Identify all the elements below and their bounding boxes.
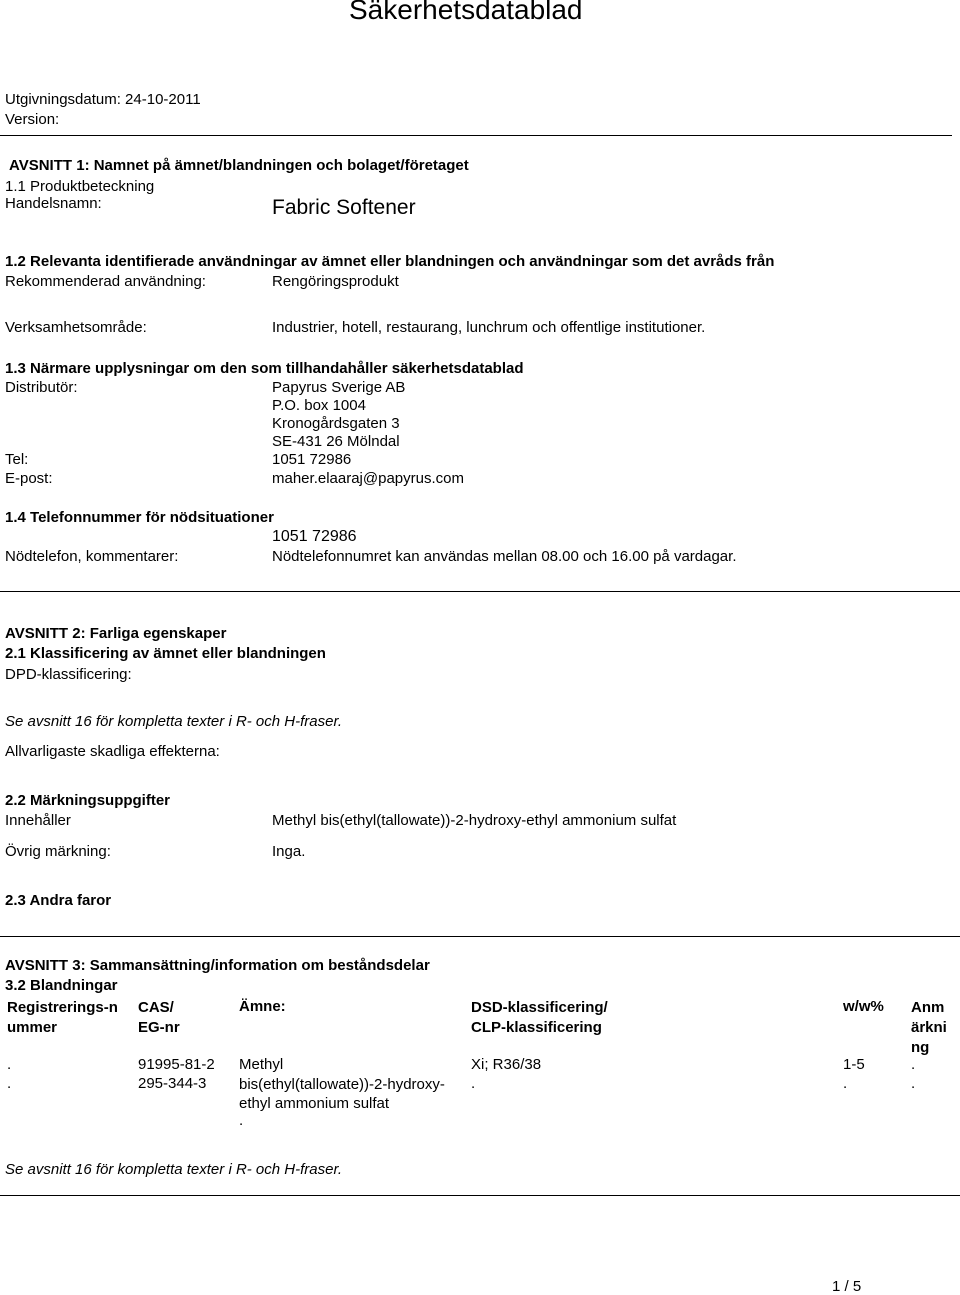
emergency-comment-value: Nödtelefonnumret kan användas mellan 08.00 och 16.00 på vardagar. — [272, 548, 737, 565]
dpd-label: DPD-klassificering: — [5, 666, 132, 683]
section-divider — [0, 936, 960, 937]
rec-use-label: Rekommenderad användning: — [5, 273, 206, 290]
area-label: Verksamhetsområde: — [5, 319, 147, 336]
table-cell-cas: 91995-81-2 — [138, 1056, 215, 1073]
emergency-comment-label: Nödtelefon, kommentarer: — [5, 548, 179, 565]
subsection-2-1: 2.1 Klassificering av ämnet eller blandningen — [5, 645, 326, 662]
tradename-value: Fabric Softener — [272, 196, 416, 219]
col-header-reg: Registrerings-n ummer — [7, 999, 118, 1036]
divider-mark: _ _ — [253, 928, 265, 937]
table-cell-ww: . — [843, 1075, 848, 1092]
other-value: Inga. — [272, 843, 306, 860]
tel-label: Tel: — [5, 451, 29, 468]
col-header-dsd: DSD-klassificering/ CLP-klassificering — [471, 999, 608, 1036]
distributor-box: P.O. box 1004 — [272, 397, 366, 414]
divider-mark: _ _ — [253, 583, 265, 592]
section-divider — [0, 135, 952, 136]
section2-heading: AVSNITT 2: Farliga egenskaper — [5, 625, 227, 642]
email-value[interactable]: maher.elaaraj@papyrus.com — [272, 470, 464, 487]
table-cell-note: . — [911, 1075, 916, 1092]
distributor-name: Papyrus Sverige AB — [272, 379, 406, 396]
section1-heading: AVSNITT 1: Namnet på ämnet/blandningen och bolaget/företaget — [9, 157, 469, 174]
see-section16-note: Se avsnitt 16 för kompletta texter i R- och H-fraser. — [5, 1161, 343, 1178]
distributor-street: Kronogårdsgaten 3 — [272, 415, 400, 432]
subsection-1-4: 1.4 Telefonnummer för nödsituationer — [5, 509, 274, 526]
contains-value: Methyl bis(ethyl(tallowate))-2-hydroxy-ethyl ammonium sulfat — [272, 812, 677, 829]
issue-date: Utgivningsdatum: 24-10-2011 — [5, 91, 201, 108]
emergency-number: 1051 72986 — [272, 528, 357, 545]
tel-value: 1051 72986 — [272, 451, 352, 468]
table-cell-substance: . — [239, 1112, 244, 1129]
see-section16-note: Se avsnitt 16 för kompletta texter i R- och H-fraser. — [5, 713, 343, 730]
table-cell-cas: 295-344-3 — [138, 1075, 207, 1092]
area-value: Industrier, hotell, restaurang, lunchrum och offentlige institutioner. — [272, 319, 706, 336]
col-header-note: Anm ärkni ng — [911, 999, 947, 1056]
rec-use-value: Rengöringsprodukt — [272, 273, 399, 290]
other-label: Övrig märkning: — [5, 843, 111, 860]
subsection-1-1: 1.1 Produktbeteckning — [5, 178, 155, 195]
document-title: Säkerhetsdatablad — [349, 0, 583, 25]
col-header-cas: CAS/ EG-nr — [138, 999, 180, 1036]
subsection-2-2: 2.2 Märkningsuppgifter — [5, 792, 171, 809]
section3-heading: AVSNITT 3: Sammansättning/information om beståndsdelar — [5, 957, 430, 974]
subsection-1-2: 1.2 Relevanta identifierade användningar av ämnet eller blandningen och användningar som det avråds från — [5, 253, 775, 270]
contains-label: Innehåller — [5, 812, 71, 829]
section-divider — [0, 591, 960, 592]
table-cell-note: . — [911, 1056, 916, 1073]
table-cell-dsd: Xi; R36/38 — [471, 1056, 542, 1073]
page-number: 1 / 5 — [832, 1278, 862, 1295]
subsection-2-3: 2.3 Andra faror — [5, 892, 112, 909]
distributor-city: SE-431 26 Mölndal — [272, 433, 400, 450]
version: Version: — [5, 111, 60, 128]
table-cell-reg: . — [7, 1075, 12, 1092]
distributor-label: Distributör: — [5, 379, 78, 396]
email-label: E-post: — [5, 470, 53, 487]
col-header-ww: w/w% — [843, 998, 884, 1015]
table-cell-ww: 1-5 — [843, 1056, 865, 1073]
severe-effects-label: Allvarligaste skadliga effekterna: — [5, 743, 220, 760]
col-header-substance: Ämne: — [239, 998, 286, 1015]
table-cell-substance: Methyl — [239, 1056, 284, 1073]
section-divider — [0, 1195, 960, 1196]
divider-mark: _ _ — [253, 1187, 265, 1196]
subsection-3-2: 3.2 Blandningar — [5, 977, 118, 994]
table-cell-dsd: . — [471, 1075, 476, 1092]
subsection-1-3: 1.3 Närmare upplysningar om den som tillhandahåller säkerhetsdatablad — [5, 360, 524, 377]
table-cell-reg: . — [7, 1056, 12, 1073]
table-cell-substance: bis(ethyl(tallowate))-2-hydroxy-ethyl ammonium sulfat — [239, 1076, 445, 1112]
tradename-label: Handelsnamn: — [5, 195, 102, 212]
